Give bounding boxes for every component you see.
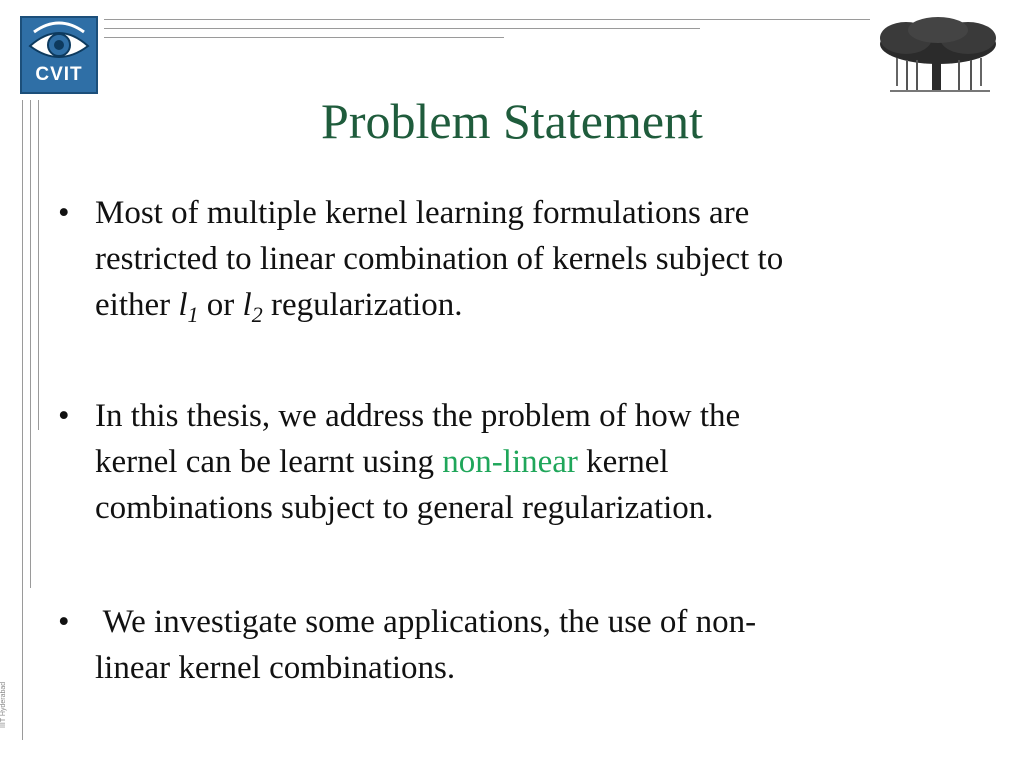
bullet-text-line: restricted to linear combination of kernels subject to: [95, 241, 784, 277]
side-label: IIIT Hyderabad: [0, 681, 7, 729]
bullet-item: [58, 393, 978, 599]
bullet-item: [58, 190, 978, 393]
bullet-list: [58, 190, 978, 691]
bullet-text-segment: or: [198, 287, 243, 323]
banyan-tree-icon: [876, 16, 1000, 94]
bullet-marker: •: [58, 398, 70, 434]
bullet-text-line: We investigate some applications, the use of non-: [95, 604, 757, 640]
bullet-text-segment: kernel: [577, 444, 669, 480]
top-rule-line: [104, 19, 870, 20]
bullet-text-line: Most of multiple kernel learning formulations are: [95, 195, 750, 231]
bullet-marker: •: [58, 195, 70, 231]
math-symbol: l: [178, 287, 188, 323]
highlighted-term: non-linear: [442, 444, 578, 480]
bullet-item: [58, 599, 978, 691]
logo-text: CVIT: [35, 64, 83, 85]
slide-title: Problem Statement: [321, 93, 703, 149]
math-subscript: 2: [251, 302, 263, 327]
top-rule-line: [104, 28, 700, 29]
math-subscript: 1: [187, 302, 199, 327]
top-rule-line: [104, 37, 504, 38]
left-rule-line: [30, 100, 31, 588]
eye-logo-icon: [22, 18, 96, 68]
bullet-text-segment: regularization.: [262, 287, 463, 323]
bullet-text-line: linear kernel combinations.: [95, 650, 456, 686]
cvit-logo: [20, 16, 98, 94]
bullet-text-line: In this thesis, we address the problem of how the: [95, 398, 741, 434]
bullet-text-segment: kernel can be learnt using: [95, 444, 443, 480]
bullet-text-line: combinations subject to general regularization.: [95, 490, 714, 526]
math-symbol: l: [242, 287, 252, 323]
left-rule-line: [22, 100, 23, 740]
bullet-marker: •: [58, 604, 70, 640]
bullet-text-segment: either: [95, 287, 179, 323]
